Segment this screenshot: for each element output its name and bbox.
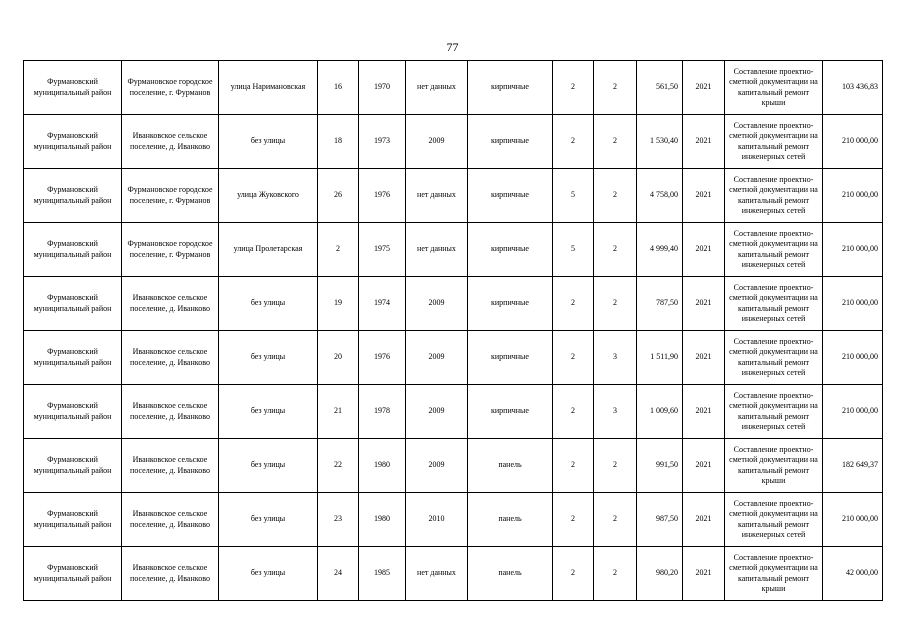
plan-year-cell: 2021 [683, 439, 725, 493]
cost-cell: 210 000,00 [823, 277, 883, 331]
year-built-cell: 1975 [359, 223, 406, 277]
work-type-cell: Составление проектно-сметной документации на капитальный ремонт инженерных сетей [725, 385, 823, 439]
entrances-cell: 2 [594, 547, 637, 601]
area-cell: 991,50 [637, 439, 683, 493]
table-row [24, 547, 883, 601]
area-cell: 1 511,90 [637, 331, 683, 385]
plan-year-cell: 2021 [683, 223, 725, 277]
page-number: 77 [446, 40, 459, 54]
entrances-cell: 2 [594, 61, 637, 115]
settlement-cell: Иванковское сельское поселение, д. Иванково [122, 115, 219, 169]
floors-cell: 2 [553, 439, 594, 493]
district-cell: Фурмановский муниципальный район [24, 385, 122, 439]
year-overhaul-cell: 2009 [406, 385, 468, 439]
district-cell: Фурмановский муниципальный район [24, 547, 122, 601]
street-cell: улица Пролетарская [219, 223, 318, 277]
settlement-cell: Иванковское сельское поселение, д. Иванково [122, 385, 219, 439]
registry-table [23, 60, 883, 601]
table-row [24, 493, 883, 547]
cost-cell: 210 000,00 [823, 223, 883, 277]
street-cell: без улицы [219, 277, 318, 331]
wall-material-cell: кирпичные [468, 331, 553, 385]
work-type-cell: Составление проектно-сметной документации на капитальный ремонт крыши [725, 547, 823, 601]
wall-material-cell: кирпичные [468, 169, 553, 223]
cost-cell: 210 000,00 [823, 169, 883, 223]
house-number-cell: 22 [318, 439, 359, 493]
work-type-cell: Составление проектно-сметной документации на капитальный ремонт крыши [725, 439, 823, 493]
floors-cell: 2 [553, 277, 594, 331]
plan-year-cell: 2021 [683, 385, 725, 439]
settlement-cell: Иванковское сельское поселение, д. Иванково [122, 277, 219, 331]
house-number-cell: 2 [318, 223, 359, 277]
year-overhaul-cell: 2010 [406, 493, 468, 547]
table-row [24, 115, 883, 169]
table-row [24, 331, 883, 385]
year-overhaul-cell: нет данных [406, 223, 468, 277]
street-cell: без улицы [219, 385, 318, 439]
year-built-cell: 1978 [359, 385, 406, 439]
settlement-cell: Иванковское сельское поселение, д. Иванково [122, 547, 219, 601]
entrances-cell: 2 [594, 223, 637, 277]
area-cell: 4 758,00 [637, 169, 683, 223]
area-cell: 1 530,40 [637, 115, 683, 169]
district-cell: Фурмановский муниципальный район [24, 169, 122, 223]
year-overhaul-cell: 2009 [406, 331, 468, 385]
cost-cell: 42 000,00 [823, 547, 883, 601]
wall-material-cell: панель [468, 493, 553, 547]
settlement-cell: Фурмановское городское поселение, г. Фурманов [122, 169, 219, 223]
entrances-cell: 2 [594, 277, 637, 331]
district-cell: Фурмановский муниципальный район [24, 331, 122, 385]
district-cell: Фурмановский муниципальный район [24, 439, 122, 493]
entrances-cell: 2 [594, 115, 637, 169]
area-cell: 787,50 [637, 277, 683, 331]
house-number-cell: 21 [318, 385, 359, 439]
cost-cell: 210 000,00 [823, 385, 883, 439]
year-overhaul-cell: нет данных [406, 61, 468, 115]
wall-material-cell: панель [468, 439, 553, 493]
plan-year-cell: 2021 [683, 115, 725, 169]
street-cell: улица Наримановская [219, 61, 318, 115]
year-overhaul-cell: нет данных [406, 169, 468, 223]
settlement-cell: Иванковское сельское поселение, д. Иванково [122, 439, 219, 493]
table-row [24, 223, 883, 277]
district-cell: Фурмановский муниципальный район [24, 61, 122, 115]
settlement-cell: Иванковское сельское поселение, д. Иванково [122, 331, 219, 385]
entrances-cell: 3 [594, 331, 637, 385]
plan-year-cell: 2021 [683, 277, 725, 331]
house-number-cell: 24 [318, 547, 359, 601]
district-cell: Фурмановский муниципальный район [24, 223, 122, 277]
registry-table-body [24, 61, 883, 601]
street-cell: без улицы [219, 439, 318, 493]
wall-material-cell: кирпичные [468, 61, 553, 115]
wall-material-cell: панель [468, 547, 553, 601]
house-number-cell: 26 [318, 169, 359, 223]
plan-year-cell: 2021 [683, 169, 725, 223]
entrances-cell: 2 [594, 169, 637, 223]
year-built-cell: 1976 [359, 331, 406, 385]
work-type-cell: Составление проектно-сметной документации на капитальный ремонт крыши [725, 61, 823, 115]
work-type-cell: Составление проектно-сметной документации на капитальный ремонт инженерных сетей [725, 169, 823, 223]
street-cell: без улицы [219, 493, 318, 547]
wall-material-cell: кирпичные [468, 385, 553, 439]
area-cell: 987,50 [637, 493, 683, 547]
table-row [24, 169, 883, 223]
year-built-cell: 1980 [359, 493, 406, 547]
year-built-cell: 1974 [359, 277, 406, 331]
work-type-cell: Составление проектно-сметной документации на капитальный ремонт инженерных сетей [725, 223, 823, 277]
entrances-cell: 2 [594, 493, 637, 547]
floors-cell: 2 [553, 547, 594, 601]
floors-cell: 2 [553, 331, 594, 385]
plan-year-cell: 2021 [683, 493, 725, 547]
year-overhaul-cell: 2009 [406, 439, 468, 493]
settlement-cell: Фурмановское городское поселение, г. Фурманов [122, 223, 219, 277]
year-overhaul-cell: нет данных [406, 547, 468, 601]
cost-cell: 182 649,37 [823, 439, 883, 493]
settlement-cell: Фурмановское городское поселение, г. Фурманов [122, 61, 219, 115]
area-cell: 1 009,60 [637, 385, 683, 439]
table-row [24, 385, 883, 439]
cost-cell: 210 000,00 [823, 331, 883, 385]
area-cell: 561,50 [637, 61, 683, 115]
street-cell: без улицы [219, 115, 318, 169]
work-type-cell: Составление проектно-сметной документации на капитальный ремонт инженерных сетей [725, 115, 823, 169]
floors-cell: 2 [553, 385, 594, 439]
floors-cell: 5 [553, 223, 594, 277]
house-number-cell: 20 [318, 331, 359, 385]
area-cell: 4 999,40 [637, 223, 683, 277]
district-cell: Фурмановский муниципальный район [24, 493, 122, 547]
district-cell: Фурмановский муниципальный район [24, 115, 122, 169]
street-cell: улица Жуковского [219, 169, 318, 223]
entrances-cell: 2 [594, 439, 637, 493]
cost-cell: 210 000,00 [823, 493, 883, 547]
area-cell: 980,20 [637, 547, 683, 601]
floors-cell: 2 [553, 493, 594, 547]
street-cell: без улицы [219, 331, 318, 385]
work-type-cell: Составление проектно-сметной документации на капитальный ремонт инженерных сетей [725, 493, 823, 547]
house-number-cell: 16 [318, 61, 359, 115]
work-type-cell: Составление проектно-сметной документации на капитальный ремонт инженерных сетей [725, 331, 823, 385]
wall-material-cell: кирпичные [468, 115, 553, 169]
table-row [24, 277, 883, 331]
year-built-cell: 1980 [359, 439, 406, 493]
wall-material-cell: кирпичные [468, 223, 553, 277]
house-number-cell: 18 [318, 115, 359, 169]
plan-year-cell: 2021 [683, 547, 725, 601]
table-row [24, 61, 883, 115]
floors-cell: 2 [553, 115, 594, 169]
district-cell: Фурмановский муниципальный район [24, 277, 122, 331]
cost-cell: 103 436,83 [823, 61, 883, 115]
year-built-cell: 1970 [359, 61, 406, 115]
year-overhaul-cell: 2009 [406, 115, 468, 169]
year-built-cell: 1985 [359, 547, 406, 601]
floors-cell: 5 [553, 169, 594, 223]
plan-year-cell: 2021 [683, 331, 725, 385]
work-type-cell: Составление проектно-сметной документации на капитальный ремонт инженерных сетей [725, 277, 823, 331]
house-number-cell: 23 [318, 493, 359, 547]
floors-cell: 2 [553, 61, 594, 115]
settlement-cell: Иванковское сельское поселение, д. Иванково [122, 493, 219, 547]
wall-material-cell: кирпичные [468, 277, 553, 331]
entrances-cell: 3 [594, 385, 637, 439]
street-cell: без улицы [219, 547, 318, 601]
year-built-cell: 1973 [359, 115, 406, 169]
year-overhaul-cell: 2009 [406, 277, 468, 331]
plan-year-cell: 2021 [683, 61, 725, 115]
table-row [24, 439, 883, 493]
house-number-cell: 19 [318, 277, 359, 331]
cost-cell: 210 000,00 [823, 115, 883, 169]
year-built-cell: 1976 [359, 169, 406, 223]
